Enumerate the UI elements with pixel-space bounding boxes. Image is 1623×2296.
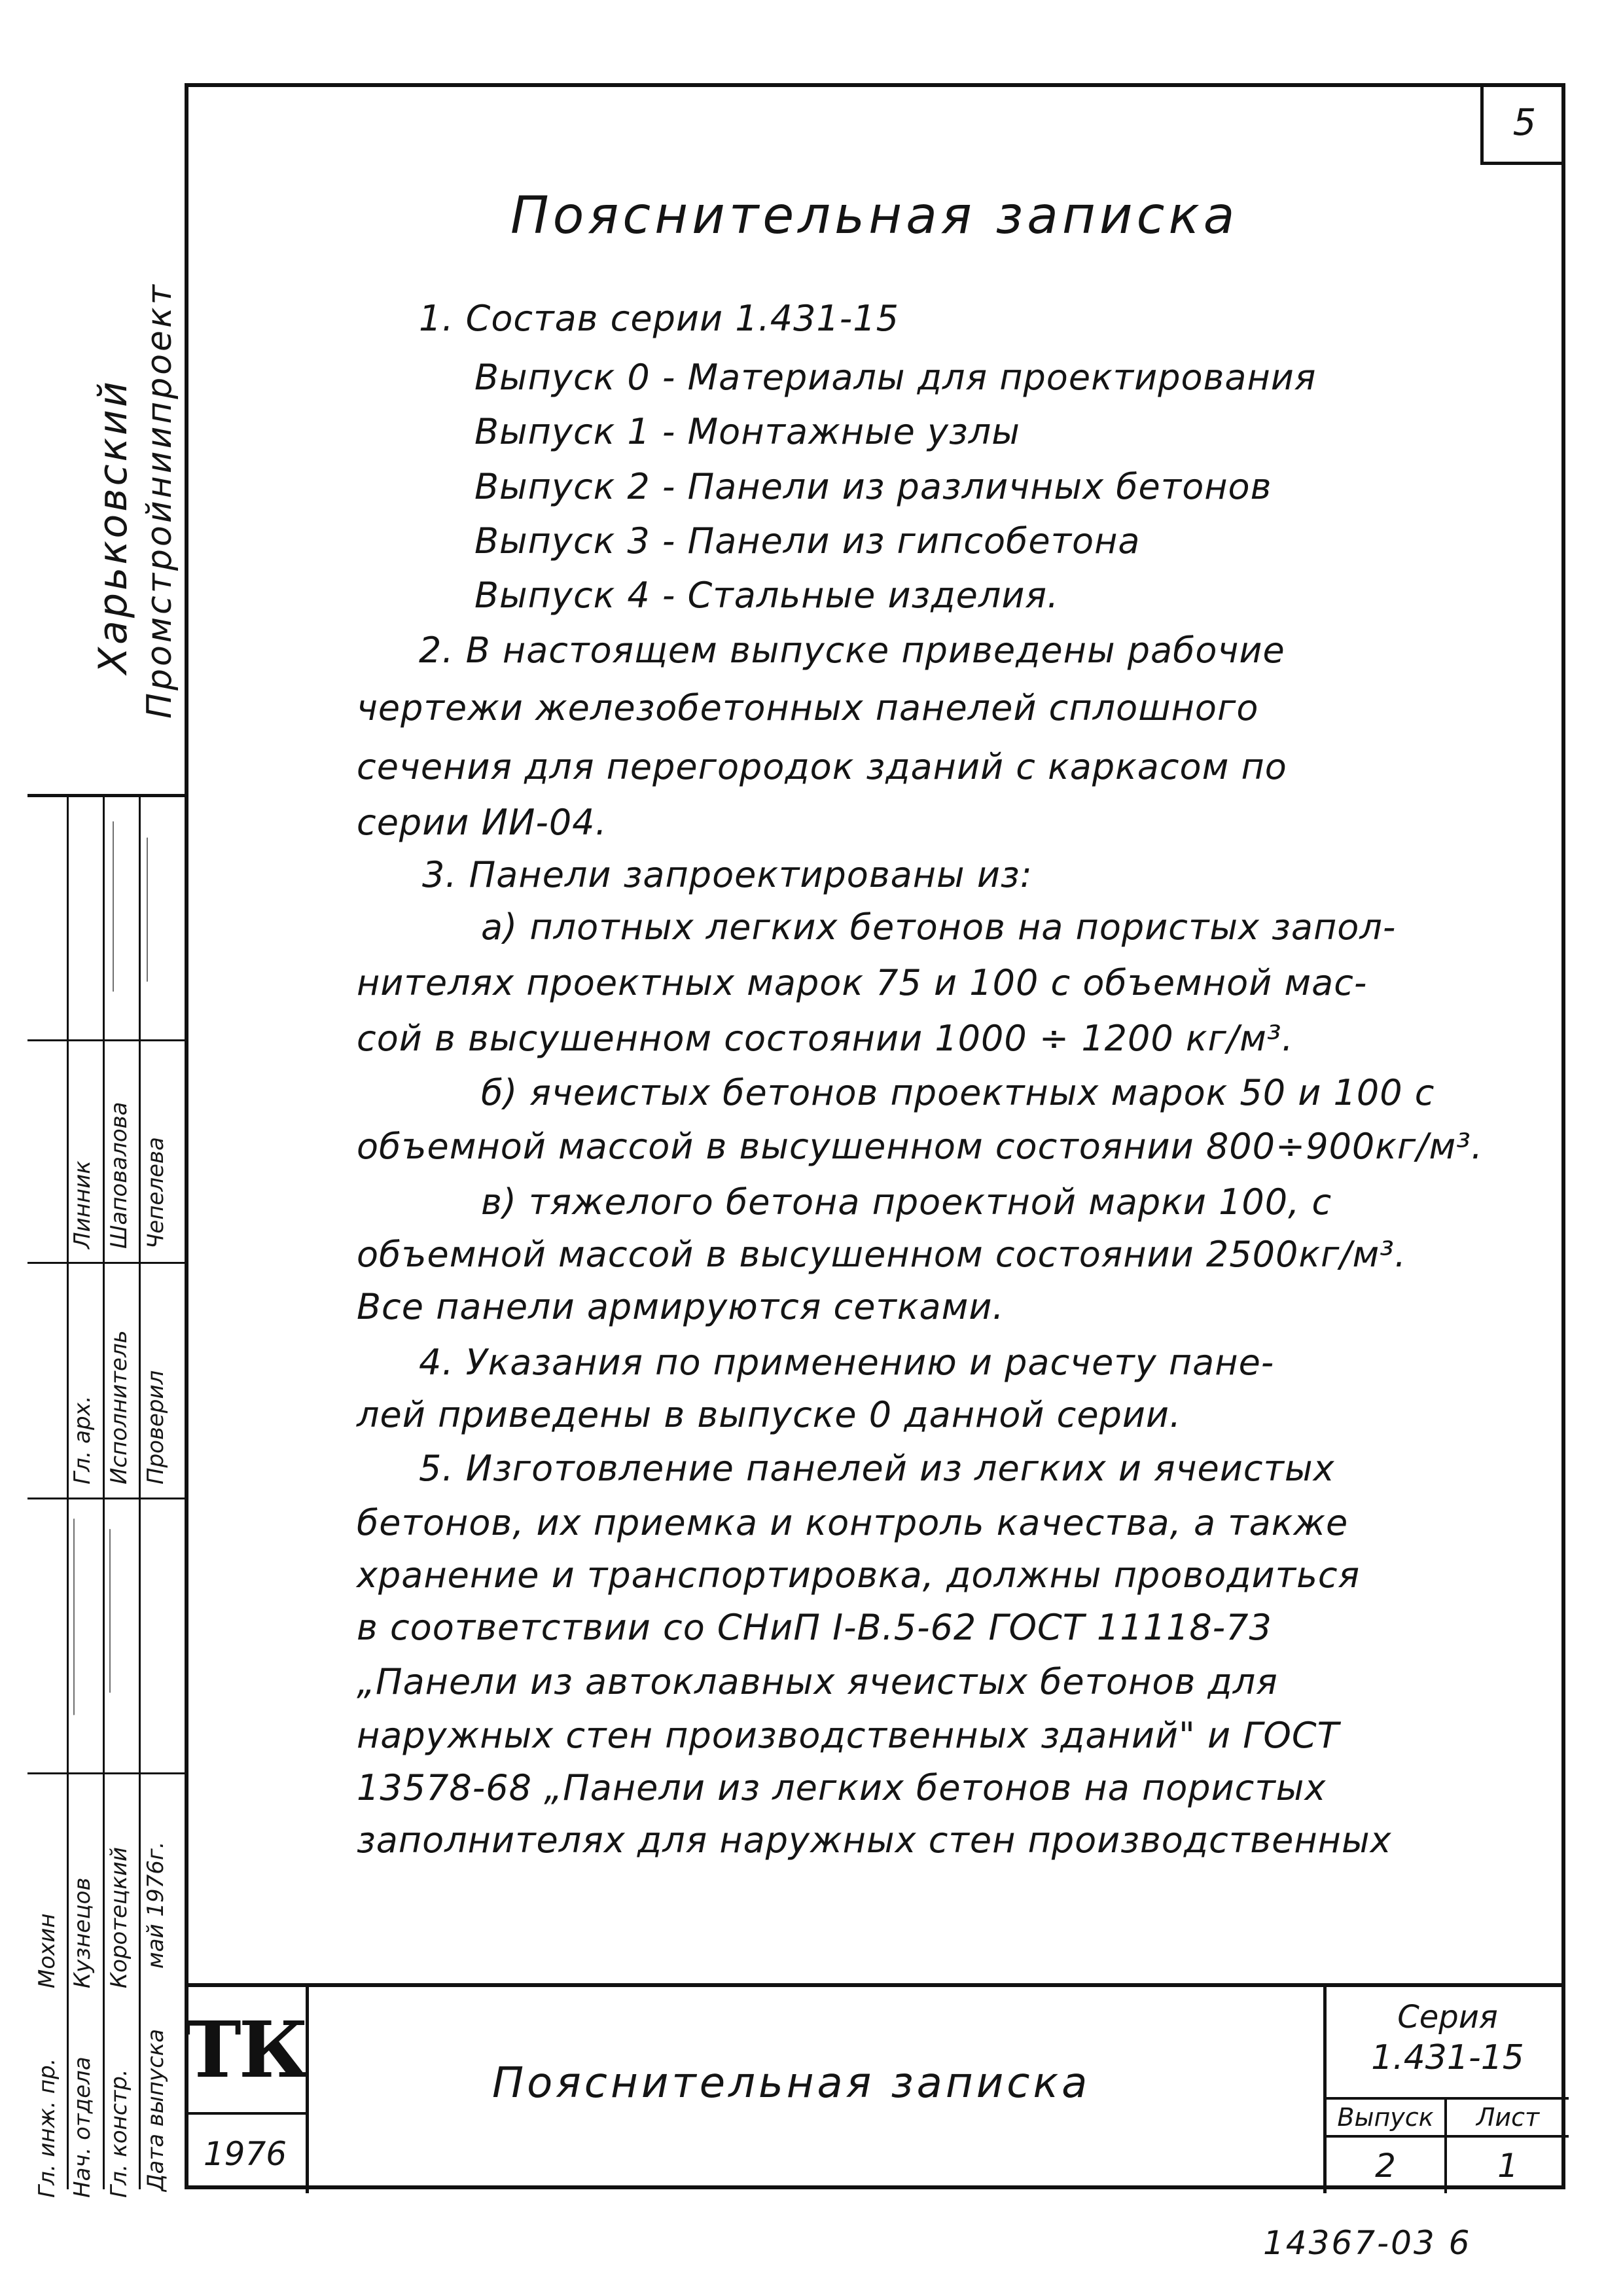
issue-value: 2 (1375, 2146, 1396, 2185)
logo-text: ТК (183, 2004, 307, 2095)
text-line: объемной массой в высушенном состоянии 2500кг/м³. (357, 1234, 1407, 1275)
text-line: бетонов, их приемка и контроль качества, а также (357, 1502, 1349, 1543)
year-box (185, 2115, 309, 2193)
stamp-person-1: Линник (69, 1160, 96, 1249)
title-block (185, 1983, 1565, 2189)
sheet-label: Лист (1476, 2103, 1540, 2132)
stamp-role-3: Гл. инж. пр. (34, 2058, 60, 2198)
issue-label: Выпуск (1337, 2103, 1434, 2132)
text-line: „Панели из автоклавных ячеистых бетонов для (357, 1661, 1278, 1702)
text-line: 3. Панели запроектированы из: (422, 854, 1033, 895)
sheet-number-box (1480, 83, 1565, 165)
date-value: май 1976г. (143, 1841, 169, 1969)
organization-line-1: Харьковский (90, 379, 136, 675)
text-line: наружных стен производственных зданий" и ГОСТ (357, 1715, 1340, 1756)
series-number: 1.431-15 (1371, 2038, 1524, 2077)
text-line: серии ИИ-04. (357, 802, 607, 843)
text-line: нителях проектных марок 75 и 100 с объемной мас- (357, 962, 1368, 1003)
archive-code: 14367-03 6 (1263, 2224, 1472, 2262)
year: 1976 (203, 2135, 287, 2173)
stamp-function-3: Проверил (143, 1370, 169, 1484)
stamp-function-2: Исполнитель (106, 1330, 132, 1484)
approval-stamp-grid (27, 794, 185, 2198)
signature (113, 821, 136, 996)
signature (147, 835, 170, 982)
text-line: б) ячеистых бетонов проектных марок 50 и 100 с (481, 1072, 1435, 1113)
text-line: хранение и транспортировка, должны проводиться (357, 1554, 1361, 1596)
stamp-name-3: Мохин (34, 1913, 60, 1988)
text-line: Выпуск 3 - Панели из гипсобетона (474, 520, 1141, 562)
text-line: Все панели армируются сетками. (357, 1286, 1005, 1327)
stamp-person-2: Шаповалова (106, 1102, 132, 1249)
text-line: Выпуск 4 - Стальные изделия. (474, 575, 1060, 616)
title-block-title: Пояснительная записка (492, 2059, 1091, 2108)
text-line: а) плотных легких бетонов на пористых запол- (481, 906, 1397, 948)
cell-divider (1444, 2097, 1447, 2193)
text-line: чертежи железобетонных панелей сплошного (357, 687, 1259, 728)
text-line: 2. В настоящем выпуске приведены рабочие (419, 630, 1285, 671)
signature (73, 1515, 97, 1715)
text-line: 4. Указания по применению и расчету пане- (419, 1342, 1275, 1383)
page-title: Пояснительная записка (510, 187, 1239, 245)
left-stamp-strip (27, 56, 185, 2198)
text-line: Выпуск 0 - Материалы для проектирования (474, 357, 1317, 398)
text-line: лей приведены в выпуске 0 данной серии. (357, 1394, 1182, 1435)
text-line: объемной массой в высушенном состоянии 800÷900кг/м³. (357, 1126, 1484, 1167)
sheet-value: 1 (1497, 2146, 1518, 2185)
issue-sheet-values (1327, 2138, 1569, 2193)
text-line: 1. Состав серии 1.431-15 (419, 298, 899, 339)
stamp-person-3: Чепелева (143, 1137, 169, 1249)
text-line: 5. Изготовление панелей из легких и ячеистых (419, 1448, 1335, 1489)
stamp-role-2: Гл. констр. (106, 2069, 132, 2198)
series-label: Серия (1397, 1999, 1498, 2036)
stamp-role-1: Нач. отдела (69, 2056, 96, 2198)
text-line: Выпуск 2 - Панели из различных бетонов (474, 466, 1272, 507)
series-cell (1323, 1987, 1565, 2193)
text-line: сой в высушенном состоянии 1000 ÷ 1200 кг/м³. (357, 1018, 1294, 1059)
text-line: сечения для перегородок зданий с каркасом по (357, 746, 1287, 787)
stamp-name-1: Кузнецов (69, 1877, 96, 1988)
text-line: в соответствии со СНиП I-В.5-62 ГОСТ 11118-73 (357, 1607, 1272, 1648)
stamp-function-1: Гл. арх. (69, 1395, 96, 1484)
organization-logo (185, 1987, 309, 2115)
text-line: заполнителях для наружных стен производственных (357, 1820, 1392, 1861)
issue-sheet-header (1327, 2097, 1569, 2138)
text-line: 13578-68 „Панели из легких бетонов на пористых (357, 1767, 1327, 1808)
sheet-number: 5 (1512, 101, 1537, 144)
organization-line-2: Промстройниипроект (140, 282, 179, 719)
stamp-name-2: Коротецкий (106, 1847, 132, 1988)
date-label: Дата выпуска (143, 2028, 169, 2191)
text-line: Выпуск 1 - Монтажные узлы (474, 411, 1020, 452)
signature (109, 1529, 133, 1695)
text-line: в) тяжелого бетона проектной марки 100, с (481, 1181, 1332, 1223)
